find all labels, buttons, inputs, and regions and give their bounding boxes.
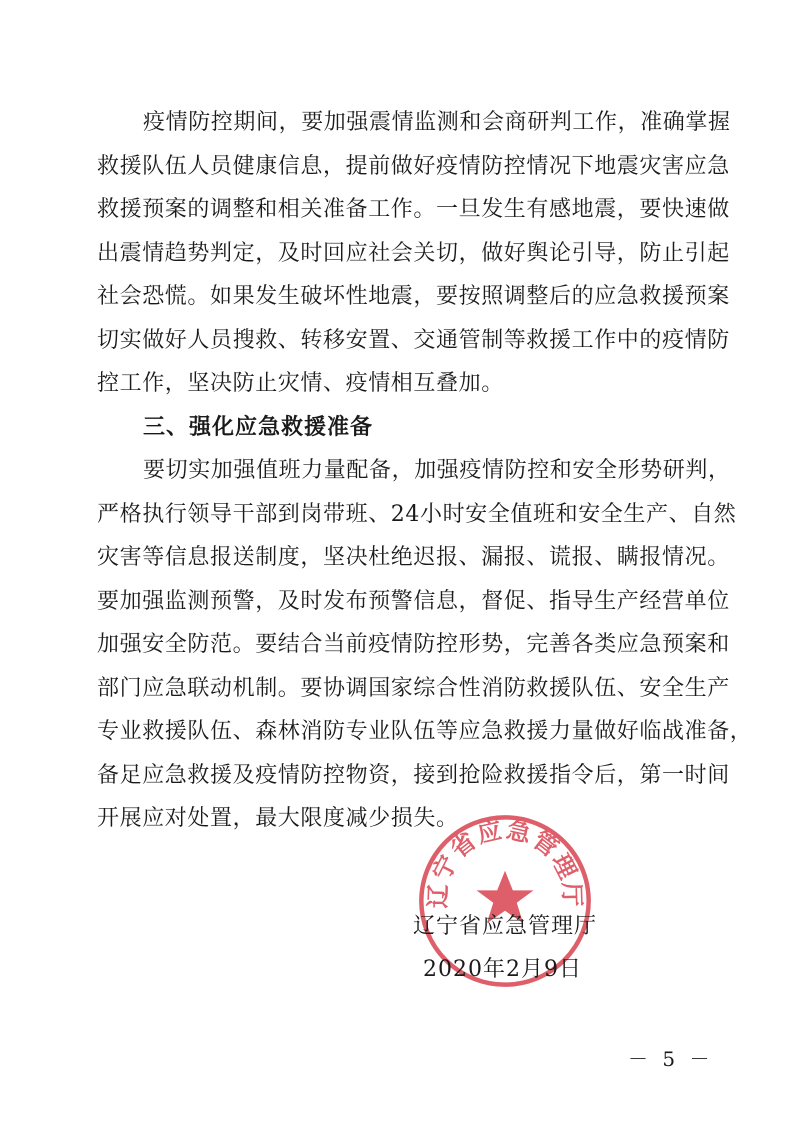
paragraph1-line: 控工作，坚决防止灾情、疫情相互叠加。 <box>97 371 504 396</box>
paragraph2-line: 部门应急联动机制。要协调国家综合性消防救援队伍、安全生产 <box>97 675 730 701</box>
paragraph1-line: 出震情趋势判定，及时回应社会关切，做好舆论引导，防止引起 <box>97 240 730 266</box>
seal-text: 辽宁省应急管理厅 <box>423 815 587 909</box>
issuing-organization: 辽宁省应急管理厅 <box>413 914 598 939</box>
paragraph2-line: 开展应对处置，最大限度减少损失。 <box>97 806 459 831</box>
section-heading: 三、强化应急救援准备 <box>143 414 374 440</box>
paragraph1-line: 救援队伍人员健康信息，提前做好疫情防控情况下地震灾害应急 <box>97 153 730 179</box>
issue-date: 2020年2月9日 <box>423 957 582 982</box>
paragraph2-line: 灾害等信息报送制度，坚决杜绝迟报、漏报、谎报、瞒报情况。 <box>97 545 730 570</box>
paragraph1-line: 社会恐慌。如果发生破坏性地震，要按照调整后的应急救援预案 <box>97 284 730 309</box>
paragraph2-line: 要切实加强值班力量配备，加强疫情防控和安全形势研判， <box>143 458 731 483</box>
paragraph1-line: 疫情防控期间，要加强震情监测和会商研判工作，准确掌握 <box>143 110 731 135</box>
document-body <box>97 101 753 841</box>
paragraph2-line: 要加强监测预警，及时发布预警信息，督促、指导生产经营单位 <box>97 588 730 614</box>
signature-block <box>405 905 597 991</box>
paragraph1-line: 救援预案的调整和相关准备工作。一旦发生有感地震，要快速做 <box>97 197 730 222</box>
paragraph2-line: 加强安全防范。要结合当前疫情防控形势，完善各类应急预案和 <box>97 632 730 657</box>
paragraph2-line: 备足应急救援及疫情防控物资，接到抢险救援指令后，第一时间 <box>97 762 730 788</box>
paragraph2-line: 严格执行领导干部到岗带班、24小时安全值班和安全生产、自然 <box>97 501 737 527</box>
paragraph1-line: 切实做好人员搜救、转移安置、交通管制等救援工作中的疫情防 <box>97 327 730 353</box>
page-number: － 5 － <box>628 1047 714 1071</box>
paragraph2-line: 专业救援队伍、森林消防专业队伍等应急救援力量做好临战准备， <box>97 719 753 744</box>
